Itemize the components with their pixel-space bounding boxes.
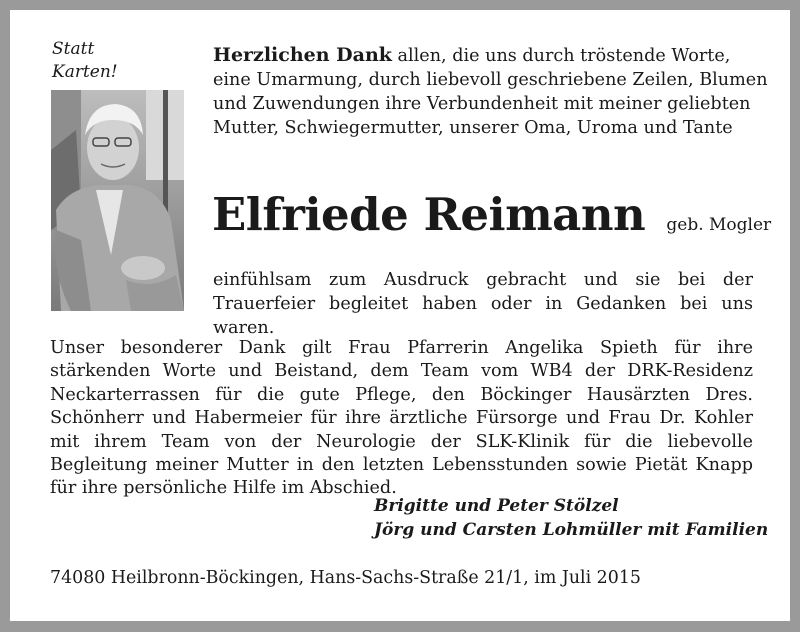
- intro-lead: Herzlichen Dank: [213, 44, 392, 66]
- intro-paragraph: [213, 43, 773, 140]
- signature-block: [374, 494, 768, 542]
- karten-line: Karten!: [52, 62, 118, 82]
- signature-line-2: Jörg und Carsten Lohmüller mit Familien: [374, 520, 769, 540]
- deceased-name-row: [212, 188, 772, 241]
- obituary-card: [10, 10, 790, 621]
- address-line: 74080 Heilbronn-Böckingen, Hans-Sachs-Straße 21/1, im Juli 2015: [50, 568, 641, 588]
- thanks-paragraph: Unser besonderer Dank gilt Frau Pfarrerin Angelika Spieth für ihre stärkenden Worte und Beistand, dem Team vom WB4 der DRK-Residenz Neckarterrassen für die gute Pflege, den Böckinger Hausärzten Dres. Schönherr und Habermeier für ihre ärztliche Fürsorge und Frau Dr. Kohler mit ihrem Team von der Neurologie der SLK-Klinik für die liebevolle Begleitung meiner Mutter in den letzten Lebensstunden sowie Pietät Knapp für ihre persönliche Hilfe im Abschied.: [50, 338, 753, 499]
- deceased-name: Elfriede Reimann: [212, 188, 646, 241]
- portrait-photo-icon: [51, 90, 184, 311]
- statt-karten-note: [52, 38, 118, 84]
- follow-paragraph: einfühlsam zum Ausdruck gebracht und sie bei der Trauerfeier begleitet haben oder in Gedanken bei uns waren.: [213, 270, 753, 338]
- intro-text: allen, die uns durch tröstende Worte, eine Umarmung, durch liebevoll geschriebene Zeilen, Blumen und Zuwendungen ihre Verbundenheit mit meiner geliebten Mutter, Schwiegermutter, unserer Oma, Uroma und Tante: [213, 46, 768, 138]
- signature-line-1: Brigitte und Peter Stölzel: [374, 496, 619, 516]
- statt-line: Statt: [52, 39, 95, 59]
- portrait-photo: [51, 90, 184, 311]
- birth-name: geb. Mogler: [666, 215, 772, 235]
